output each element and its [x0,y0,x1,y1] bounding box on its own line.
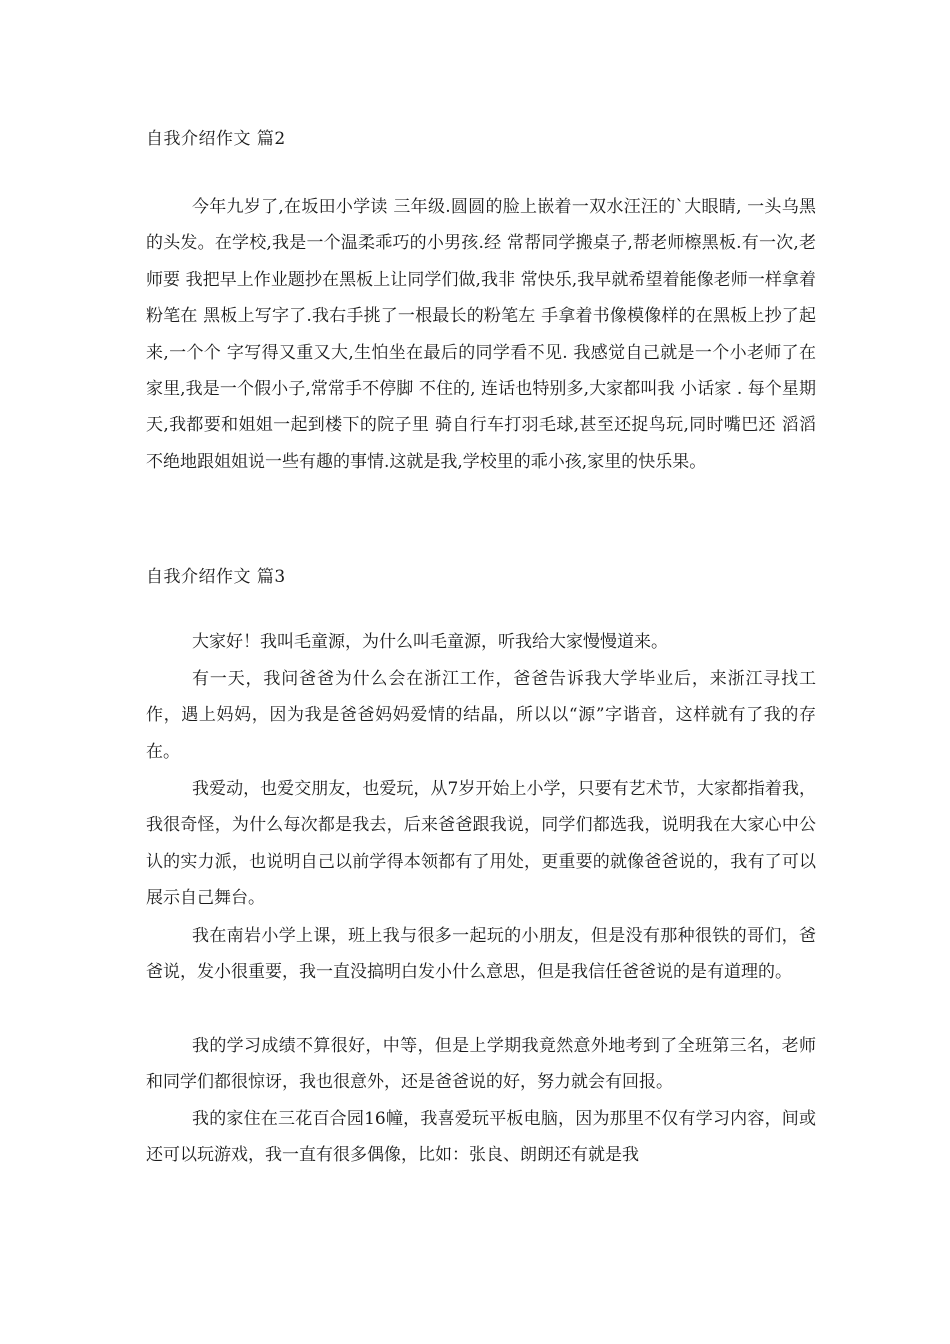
section-3-paragraph-3: 我爱动，也爱交朋友，也爱玩，从7岁开始上小学，只要有艺术节，大家都指着我，我很奇怪，为什么每次都是我去，后来爸爸跟我说，同学们都选我，说明我在大家心中公认的实力派，也说明自己以前学得本领都有了用处，更重要的就像爸爸说的，我有了可以展示自己舞台。 [146,779,816,909]
section-2-title: 自我介绍作文 篇2 [146,129,286,149]
section-3-paragraph-4: 我在南岩小学上课，班上我与很多一起玩的小朋友，但是没有那种很铁的哥们，爸爸说，发小很重要，我一直没搞明白发小什么意思，但是我信任爸爸说的是有道理的。 [146,926,816,983]
section-3-paragraph-5: 我的学习成绩不算很好，中等，但是上学期我竟然意外地考到了全班第三名，老师和同学们都很惊讶，我也很意外，还是爸爸说的好，努力就会有回报。 [146,1036,816,1093]
section-3-paragraph-2: 有一天，我问爸爸为什么会在浙江工作，爸爸告诉我大学毕业后，来浙江寻找工作，遇上妈妈，因为我是爸爸妈妈爱情的结晶，所以以“源”字谐音，这样就有了我的存在。 [146,669,816,762]
section-3-paragraph-1: 大家好！我叫毛童源，为什么叫毛童源，听我给大家慢慢道来。 [192,632,668,652]
section-3-title: 自我介绍作文 篇3 [146,567,286,587]
section-2-paragraph: 今年九岁了,在坂田小学读 三年级.圆圆的脸上嵌着一双水汪汪的`大眼睛, 一头乌黑的头发。在学校,我是一个温柔乖巧的小男孩.经 常帮同学搬桌子,帮老师檫黑板.有一次,老师要 我把早上作业题抄在黑板上让同学们做,我非 常快乐,我早就希望着能像老师一样拿着粉笔在 黑板上写字了.我右手挑了一根最长的粉笔左 手拿着书像模像样的在黑板上抄了起来,一个个 字写得又重又大,生怕坐在最后的同学看不见. 我感觉自己就是一个小老师了在家里,我是一个假小子,常常手不停脚 不住的, 连话也特别多,大家都叫我 小话家 . 每个星期天,我都要和姐姐一起到楼下的院子里 骑自行车打羽毛球,甚至还捉鸟玩,同时嘴巴还 滔滔不绝地跟姐姐说一些有趣的事情.这就是我,学校里的乖小孩,家里的快乐果。 [146,197,816,472]
section-3-paragraph-6: 我的家住在三花百合园16幢，我喜爱玩平板电脑，因为那里不仅有学习内容，间或还可以玩游戏，我一直有很多偶像，比如：张良、朗朗还有就是我 [146,1109,816,1166]
